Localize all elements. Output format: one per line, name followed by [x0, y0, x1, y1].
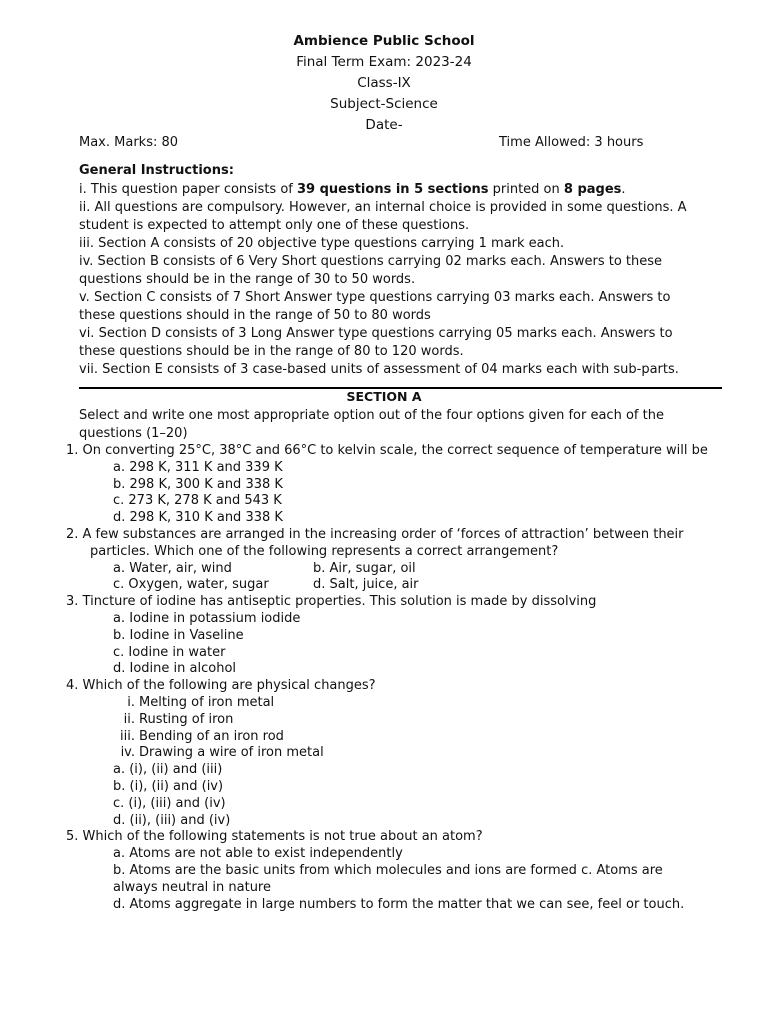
option-c: c. (i), (iii) and (iv) [113, 795, 226, 811]
instruction-i-text-mid: printed on [488, 182, 564, 197]
instruction-i-end: . [621, 182, 626, 197]
roman-numeral: i. [127, 694, 135, 710]
option-b: b. Air, sugar, oil [313, 560, 416, 576]
instruction-vi: vi. Section D consists of 3 Long Answer type questions carrying 05 marks each. Answers to these questions should be in the range of 80 to 120 words. [79, 326, 673, 359]
instruction-iv: iv. Section B consists of 6 Very Short questions carrying 02 marks each. Answers to these questions should be in the range of 30 to 50 words. [79, 254, 663, 287]
statement-text: Melting of iron metal [139, 694, 275, 710]
statement-i [66, 695, 726, 712]
question-3 [66, 594, 726, 678]
options-row-ab [66, 561, 726, 578]
question-stem: 4. Which of the following are physical changes? [66, 678, 376, 694]
option-b: b. (i), (ii) and (iv) [113, 778, 224, 794]
option-b: b. Iodine in Vaseline [113, 627, 244, 643]
instructions-heading: General Instructions: [79, 163, 234, 178]
general-instructions [79, 162, 709, 379]
max-marks: Max. Marks: 80 [79, 135, 179, 150]
option-d: d. 298 K, 310 K and 338 K [113, 510, 283, 526]
statement-iv [66, 745, 726, 762]
option-b: b. 298 K, 300 K and 338 K [113, 476, 283, 492]
option-b-c: b. Atoms are the basic units from which molecules and ions are formed c. Atoms are always neutral in nature [113, 862, 663, 895]
option-a: a. (i), (ii) and (iii) [113, 762, 223, 778]
time-allowed: Time Allowed: 3 hours [499, 135, 644, 150]
marks-time-row [79, 135, 768, 153]
instruction-i-text: i. This question paper consists of [79, 182, 297, 197]
date-label: Date- [365, 117, 403, 133]
roman-numeral: ii. [123, 711, 135, 727]
question-stem: 2. A few substances are arranged in the increasing order of ‘forces of attraction’ between their particles. Which one of the following represents a correct arrangement? [66, 526, 684, 559]
option-a: a. Water, air, wind [113, 560, 232, 576]
option-c: c. Oxygen, water, sugar [113, 577, 269, 593]
statement-text: Rusting of iron [139, 711, 234, 727]
options-row-cd [66, 577, 726, 594]
question-5 [66, 829, 726, 913]
option-a: a. 298 K, 311 K and 339 K [113, 459, 283, 475]
statement-text: Bending of an iron rod [139, 728, 284, 744]
instruction-i-bold-pages: 8 pages [563, 182, 622, 197]
option-c: c. 273 K, 278 K and 543 K [113, 493, 282, 509]
instruction-ii: ii. All questions are compulsory. However, an internal choice is provided in some questions. A student is expected to attempt only one of these questions. [79, 200, 687, 233]
statement-ii [66, 712, 726, 729]
roman-numeral: iii. [120, 728, 135, 744]
option-a: a. Iodine in potassium iodide [113, 610, 301, 626]
option-d: d. Salt, juice, air [313, 577, 419, 593]
question-stem: 3. Tincture of iodine has antiseptic properties. This solution is made by dissolving [66, 594, 597, 610]
question-list [66, 443, 726, 913]
instruction-v: v. Section C consists of 7 Short Answer type questions carrying 03 marks each. Answers to these questions should in the range of 50 to 80 words [79, 290, 671, 323]
instruction-iii: iii. Section A consists of 20 objective type questions carrying 1 mark each. [79, 236, 565, 251]
option-d: d. Iodine in alcohol [113, 661, 237, 677]
statement-iii [66, 729, 726, 746]
option-d: d. Atoms aggregate in large numbers to form the matter that we can see, feel or touch. [113, 896, 685, 912]
question-4 [66, 678, 726, 829]
question-stem: 1. On converting 25°C, 38°C and 66°C to kelvin scale, the correct sequence of temperature will be [66, 443, 708, 458]
statement-text: Drawing a wire of iron metal [139, 745, 324, 761]
instruction-i-bold-questions: 39 questions in 5 sections [296, 182, 489, 197]
section-a-title: SECTION A [346, 389, 422, 404]
class-label: Class-IX [357, 75, 411, 91]
instruction-vii: vii. Section E consists of 3 case-based units of assessment of 04 marks each with sub-parts. [79, 362, 679, 377]
school-name: Ambience Public School [293, 33, 475, 49]
question-2 [66, 527, 726, 594]
question-stem: 5. Which of the following statements is not true about an atom? [66, 829, 483, 845]
subject-label: Subject-Science [330, 96, 438, 112]
instruction-i [79, 181, 709, 199]
option-c: c. Iodine in water [113, 644, 226, 660]
exam-title: Final Term Exam: 2023-24 [296, 54, 472, 70]
section-a-intro: Select and write one most appropriate option out of the four options given for each of the questions (1–20) [79, 408, 664, 441]
roman-numeral: iv. [120, 745, 135, 761]
question-1 [66, 443, 726, 527]
option-a: a. Atoms are not able to exist independently [113, 846, 403, 862]
option-d: d. (ii), (iii) and (iv) [113, 812, 231, 828]
paper-header [0, 0, 768, 136]
